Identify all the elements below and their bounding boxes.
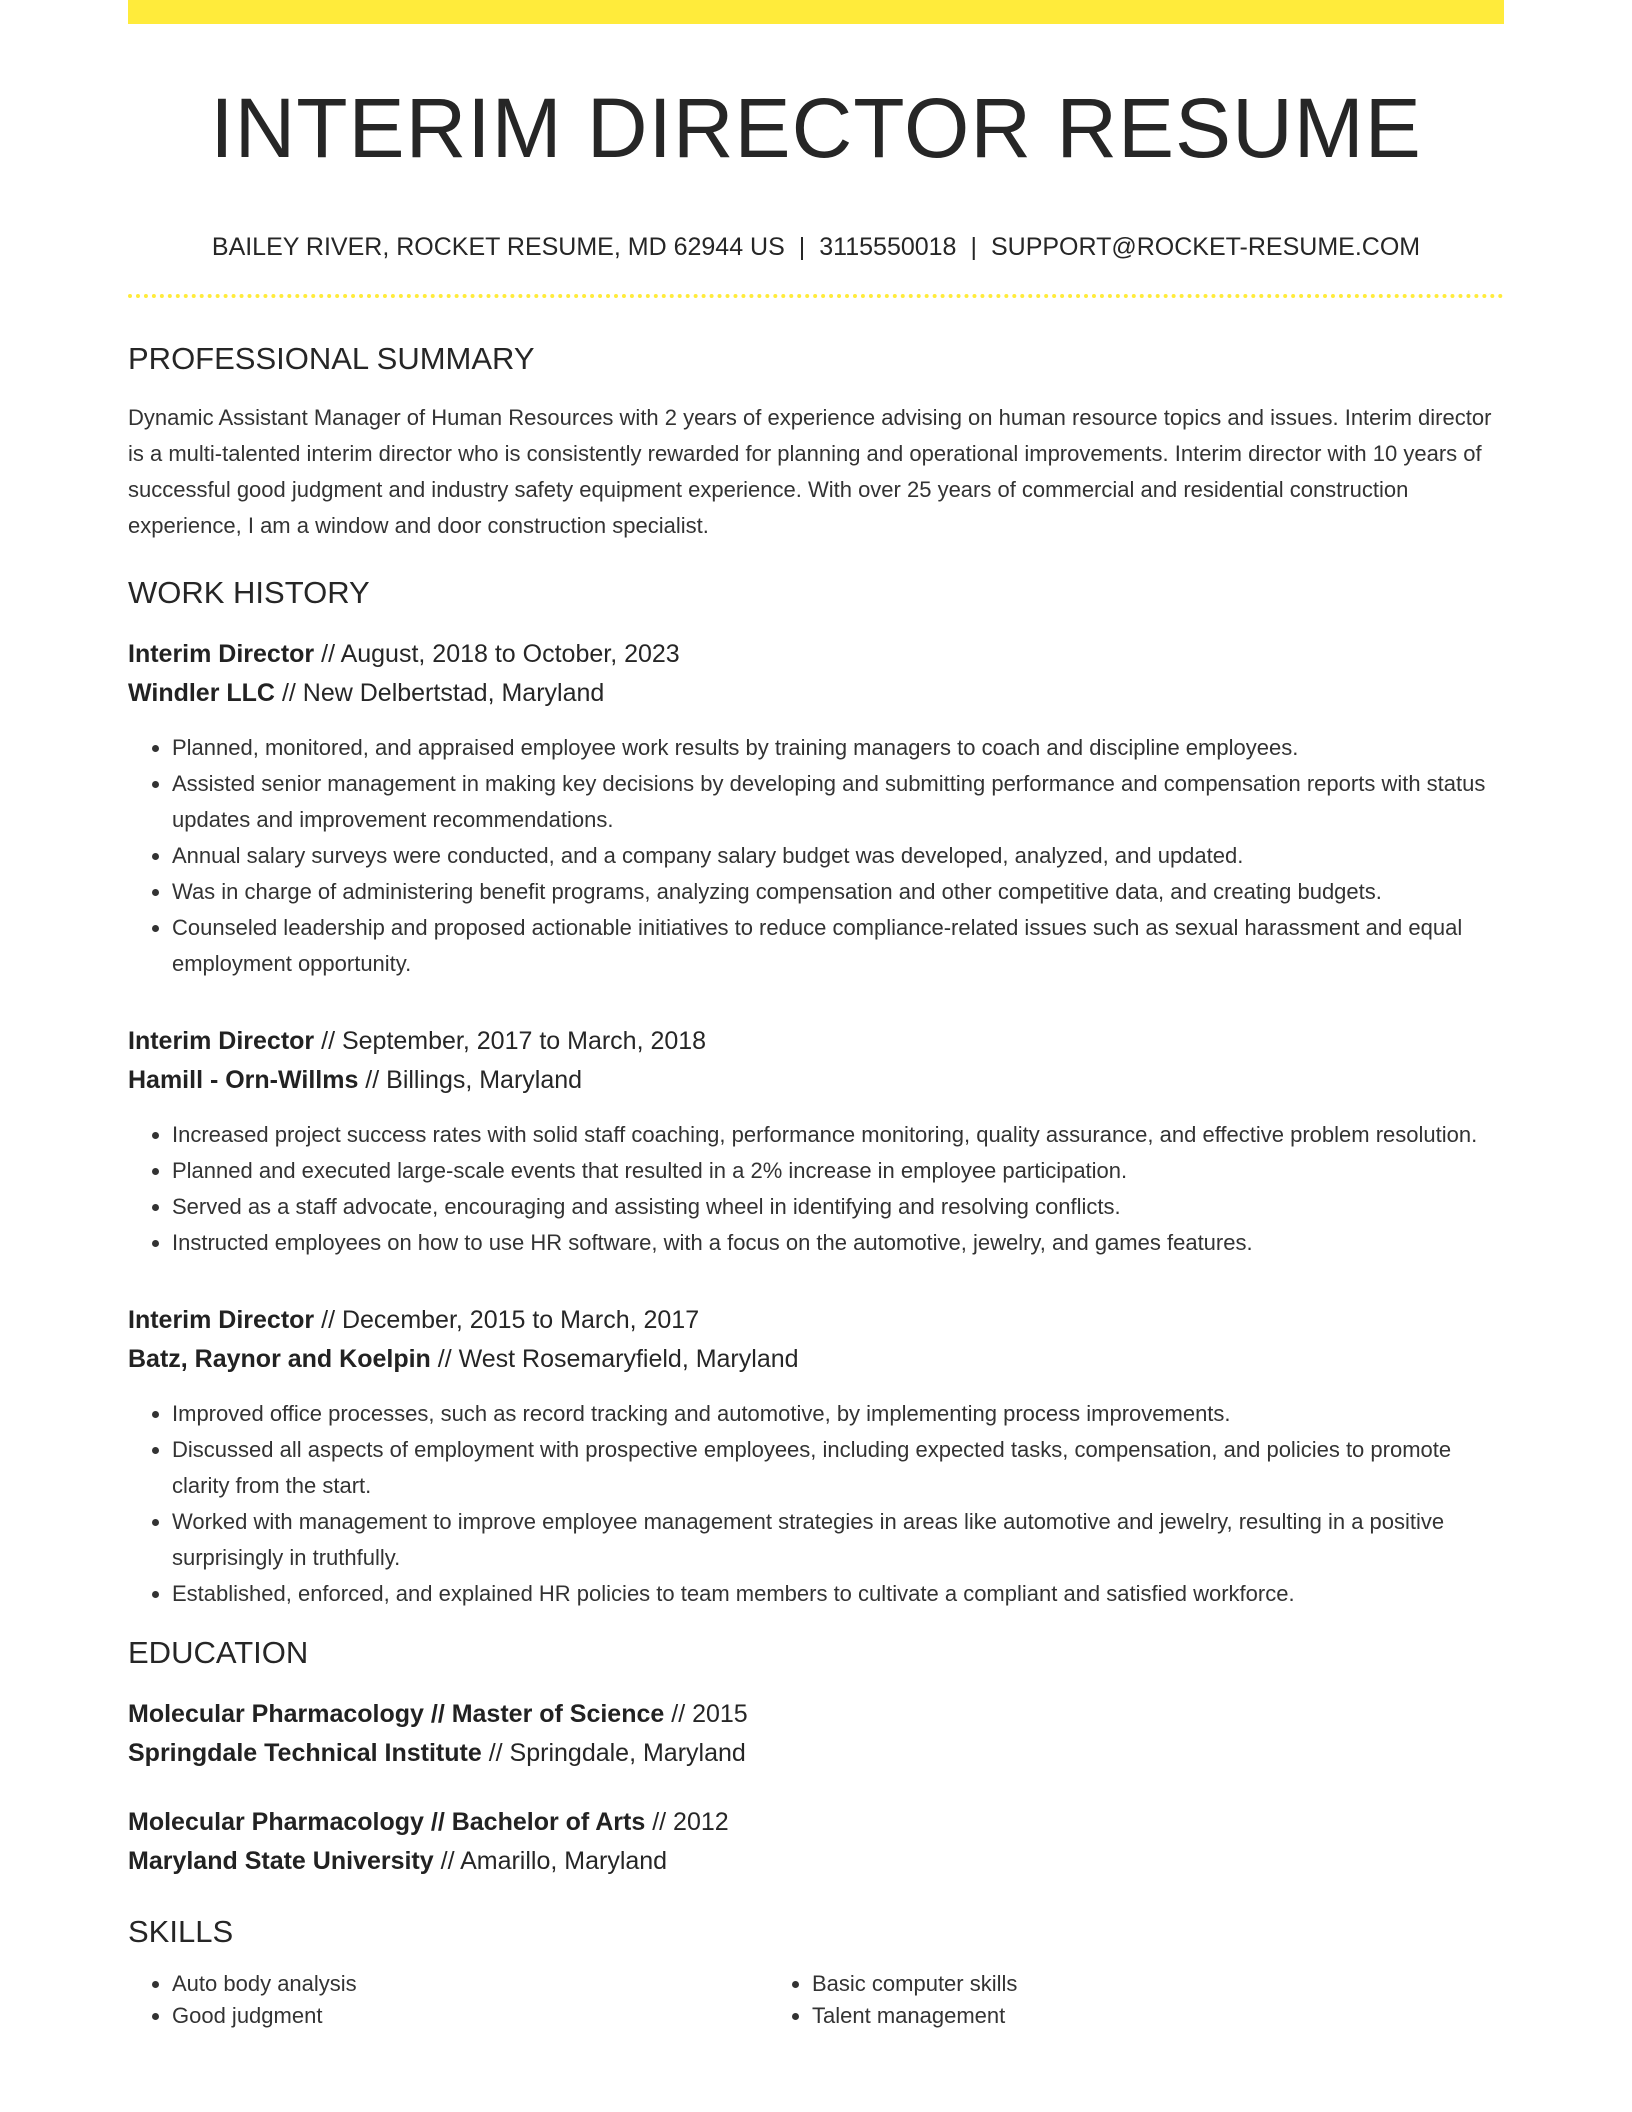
job-entry <box>128 1022 1504 1261</box>
contact-address: BAILEY RIVER, ROCKET RESUME, MD 62944 US <box>211 233 785 262</box>
skills-column-left <box>128 1968 762 2032</box>
summary-text: Dynamic Assistant Manager of Human Resources with 2 years of experience advising on human resource topics and issues. Interim director is a multi-talented interim director who is consistently rewarded for planning and operational improvements. Interim director with 10 years of successful good judgment and industry safety equipment experience. With over 25 years of commercial and residential construction experience, I am a window and door construction specialist. <box>128 404 1492 538</box>
skills-list <box>128 1968 1504 2032</box>
job-company: Windler LLC <box>128 678 275 707</box>
list-item: • Instructed employees on how to use HR software, with a focus on the automotive, jewelry, and games features. <box>172 1225 1504 1261</box>
education-degree: Molecular Pharmacology // Master of Science <box>128 1699 665 1728</box>
education-degree-line <box>128 1803 1504 1842</box>
education-location: // Amarillo, Maryland <box>433 1846 668 1875</box>
job-company-line <box>128 674 1504 713</box>
contact-email: SUPPORT@ROCKET-RESUME.COM <box>990 233 1421 262</box>
education-degree-line <box>128 1695 1504 1734</box>
job-title-line <box>128 635 1504 674</box>
list-item: • Annual salary surveys were conducted, and a company salary budget was developed, analyzed, and updated. <box>172 838 1504 874</box>
job-title: Interim Director <box>128 1305 315 1334</box>
job-location: // Billings, Maryland <box>358 1065 583 1094</box>
education-entry <box>128 1803 1504 1881</box>
list-item: • Counseled leadership and proposed actionable initiatives to reduce compliance-related issues such as sexual harassment and equal employment opportunity. <box>172 910 1504 982</box>
job-entry <box>128 1301 1504 1612</box>
list-item: • Planned and executed large-scale events that resulted in a 2% increase in employee participation. <box>172 1153 1504 1189</box>
education-heading: EDUCATION <box>128 1634 309 1670</box>
education-degree: Molecular Pharmacology // Bachelor of Arts <box>128 1807 646 1836</box>
job-dates: // December, 2015 to March, 2017 <box>314 1305 700 1334</box>
resume-page <box>128 0 1504 2032</box>
education-year: // 2015 <box>664 1699 748 1728</box>
education-entry <box>128 1695 1504 1773</box>
contact-line <box>128 232 1504 262</box>
list-item: • Assisted senior management in making key decisions by developing and submitting performance and compensation reports with status updates and improvement recommendations. <box>172 766 1504 838</box>
job-title: Interim Director <box>128 1026 315 1055</box>
job-location: // West Rosemaryfield, Maryland <box>430 1344 799 1373</box>
contact-phone: 3115550018 <box>819 233 957 262</box>
education-school-line <box>128 1734 1504 1773</box>
dotted-divider <box>128 294 1504 298</box>
job-title-line <box>128 1022 1504 1061</box>
skills-heading: SKILLS <box>128 1913 234 1949</box>
list-item: • Worked with management to improve employee management strategies in areas like automotive and jewelry, resulting in a positive surprisingly in truthfully. <box>172 1504 1504 1576</box>
summary-heading: PROFESSIONAL SUMMARY <box>128 341 535 377</box>
resume-title: INTERIM DIRECTOR RESUME <box>210 81 1422 175</box>
list-item: • Improved office processes, such as record tracking and automotive, by implementing process improvements. <box>172 1396 1504 1432</box>
list-item: • Good judgment <box>172 2000 762 2032</box>
job-title-line <box>128 1301 1504 1340</box>
job-company: Hamill - Orn-Willms <box>128 1065 359 1094</box>
list-item: • Served as a staff advocate, encouraging and assisting wheel in identifying and resolving conflicts. <box>172 1189 1504 1225</box>
contact-separator: | <box>798 233 806 262</box>
list-item: • Auto body analysis <box>172 1968 762 2000</box>
job-bullets <box>128 730 1504 982</box>
education-school-line <box>128 1842 1504 1881</box>
list-item: • Established, enforced, and explained HR policies to team members to cultivate a compliant and satisfied workforce. <box>172 1576 1504 1612</box>
job-location: // New Delbertstad, Maryland <box>275 678 605 707</box>
contact-separator: | <box>970 233 977 262</box>
job-company: Batz, Raynor and Koelpin <box>128 1344 431 1373</box>
education-school: Springdale Technical Institute <box>128 1738 482 1767</box>
list-item: • Was in charge of administering benefit programs, analyzing compensation and other competitive data, and creating budgets. <box>172 874 1504 910</box>
education-location: // Springdale, Maryland <box>481 1738 746 1767</box>
job-title: Interim Director <box>128 639 315 668</box>
job-entry <box>128 635 1504 982</box>
job-bullets <box>128 1117 1504 1261</box>
list-item: • Planned, monitored, and appraised employee work results by training managers to coach and discipline employees. <box>172 730 1504 766</box>
list-item: • Discussed all aspects of employment with prospective employees, including expected tasks, compensation, and policies to promote clarity from the start. <box>172 1432 1504 1504</box>
job-bullets <box>128 1396 1504 1612</box>
job-dates: // August, 2018 to October, 2023 <box>314 639 680 668</box>
list-item: • Increased project success rates with solid staff coaching, performance monitoring, quality assurance, and effective problem resolution. <box>172 1117 1504 1153</box>
job-company-line <box>128 1340 1504 1379</box>
list-item: • Basic computer skills <box>812 1968 1396 2000</box>
job-dates: // September, 2017 to March, 2018 <box>314 1026 707 1055</box>
work-history-heading: WORK HISTORY <box>128 574 370 610</box>
job-company-line <box>128 1061 1504 1100</box>
education-school: Maryland State University <box>128 1846 434 1875</box>
accent-top-bar <box>128 0 1504 24</box>
skills-column-right <box>762 1968 1396 2032</box>
education-year: // 2012 <box>645 1807 729 1836</box>
list-item: • Talent management <box>812 2000 1396 2032</box>
